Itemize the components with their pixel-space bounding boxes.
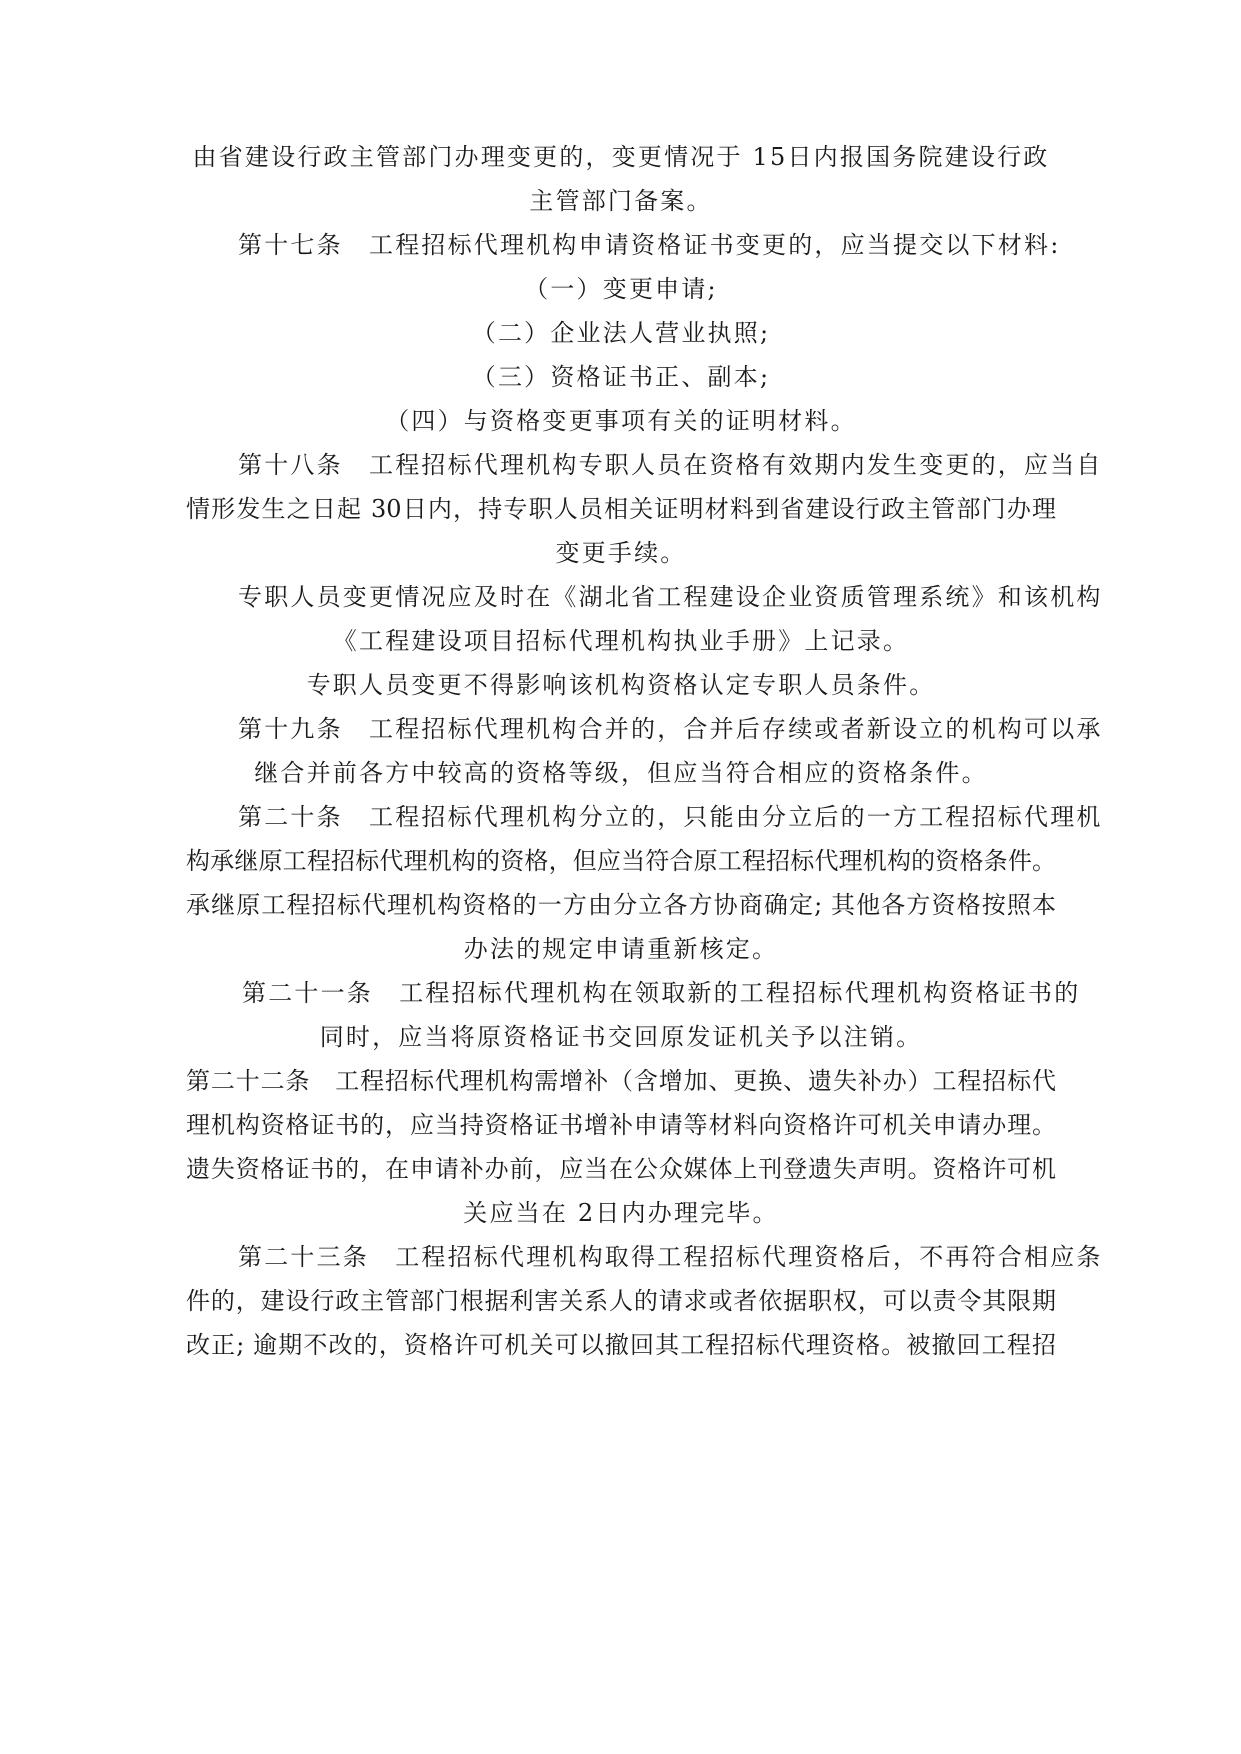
text-line: 同时，应当将原资格证书交回原发证机关予以注销。 <box>319 1023 923 1051</box>
text-line: 关应当在 2日内办理完毕。 <box>463 1199 779 1227</box>
article-20-heading: 第二十条 工程招标代理机构分立的，只能由分立后的一方工程招标代理机 <box>238 803 1103 831</box>
text-line: 构承继原工程招标代理机构的资格，但应当符合原工程招标代理机构的资格条件。 <box>186 847 1056 875</box>
text-line: 改正; 逾期不改的，资格许可机关可以撤回其工程招标代理资格。被撤回工程招 <box>186 1331 1056 1359</box>
text-line: 遗失资格证书的，在申请补办前，应当在公众媒体上刊登遗失声明。资格许可机 <box>186 1155 1056 1183</box>
article-17-heading: 第十七条 工程招标代理机构申请资格证书变更的，应当提交以下材料: <box>238 231 1061 259</box>
article-23-heading: 第二十三条 工程招标代理机构取得工程招标代理资格后，不再符合相应条 <box>238 1243 1103 1271</box>
text-line: 办法的规定申请重新核定。 <box>463 935 779 963</box>
text-line: 变更手续。 <box>555 539 687 567</box>
text-line: 专职人员变更情况应及时在《湖北省工程建设企业资质管理系统》和该机构 <box>238 583 1103 611</box>
article-22-heading: 第二十二条 工程招标代理机构需增补（含增加、更换、遗失补办）工程招标代 <box>186 1067 1056 1095</box>
list-item: （四）与资格变更事项有关的证明材料。 <box>385 407 857 435</box>
article-18-heading: 第十八条 工程招标代理机构专职人员在资格有效期内发生变更的，应当自 <box>238 451 1103 479</box>
text-line: 《工程建设项目招标代理机构执业手册》上记录。 <box>332 627 910 655</box>
text-line: 由省建设行政主管部门办理变更的，变更情况于 15日内报国务院建设行政 <box>192 143 1050 171</box>
text-line: 情形发生之日起 30日内，持专职人员相关证明材料到省建设行政主管部门办理 <box>186 495 1056 523</box>
list-item: （三）资格证书正、副本; <box>471 363 771 391</box>
list-item: （二）企业法人营业执照; <box>471 319 771 347</box>
text-line: 承继原工程招标代理机构资格的一方由分立各方协商确定; 其他各方资格按照本 <box>186 891 1056 919</box>
text-line: 理机构资格证书的，应当持资格证书增补申请等材料向资格许可机关申请办理。 <box>186 1111 1056 1139</box>
text-line: 件的，建设行政主管部门根据利害关系人的请求或者依据职权，可以责令其限期 <box>186 1287 1056 1315</box>
article-19-heading: 第十九条 工程招标代理机构合并的，合并后存续或者新设立的机构可以承 <box>238 715 1103 743</box>
text-line: 专职人员变更不得影响该机构资格认定专职人员条件。 <box>306 671 936 699</box>
text-line: 主管部门备案。 <box>529 187 713 215</box>
list-item: （一）变更申请; <box>524 275 718 303</box>
article-21-heading: 第二十一条 工程招标代理机构在领取新的工程招标代理机构资格证书的 <box>242 979 1081 1007</box>
text-line: 继合并前各方中较高的资格等级，但应当符合相应的资格条件。 <box>254 759 988 787</box>
